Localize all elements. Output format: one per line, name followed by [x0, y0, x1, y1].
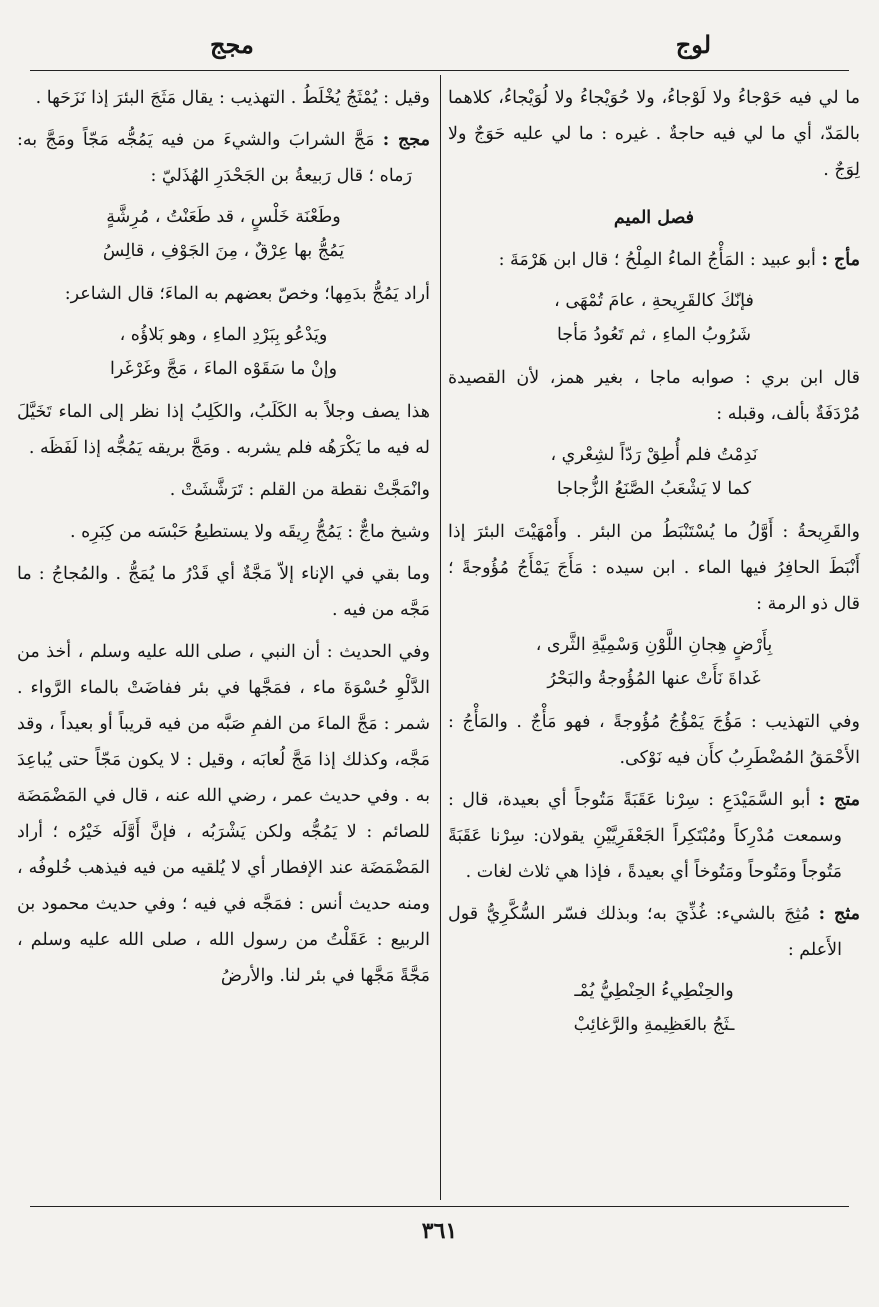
verse-block — [448, 284, 860, 352]
verse-block — [17, 318, 430, 386]
verse-line: ـثَجُ بالعَظِيمةِ والرَّغائِبْ — [573, 1015, 735, 1035]
paragraph: وفي التهذيب : مَؤُجَ يَمْؤُجُ مُؤُوجةً ، فهو مَأْجٌ . والمَأْجُ : الأَحْمَقُ المُضْطَرِبُ كأَن فيه نَوْكى. — [448, 712, 860, 768]
verse-line: وإنْ ما سَقَوْه الماءَ ، مَجَّ وغَرْغَرا — [109, 359, 338, 379]
paragraph: هذا يصف وجلاً به الكَلَبُ، والكَلِبُ إذا نظر إلى الماء تَخَيَّلَ له فيه ما يَكْرَهُه فلم يشربه . ومَجَّ بريقه يَمُجُّه إذا لَفَظَه . — [17, 402, 430, 458]
verse-block — [448, 438, 860, 506]
right-column — [448, 80, 860, 1050]
right-running-headword: لوج — [675, 30, 711, 59]
verse-line: شَرُوبُ الماءِ ، ثم تَعُودُ مَأجا — [556, 325, 752, 345]
entry-mjj — [17, 122, 430, 194]
verse-block — [448, 974, 860, 1042]
paragraph: قال ابن بري : صوابه ماجا ، بغير همز، لأن القصيدة مُرْدَفَةٌ بألف، وقبله : — [448, 368, 860, 424]
verse-line: فإنّكَ كالقَرِيحةِ ، عامَ تُمْهَى ، — [554, 291, 754, 311]
verse-block — [17, 200, 430, 268]
column-divider — [440, 75, 441, 1200]
verse-line: غَداةَ نَأَتْ عنها المُؤُوجةُ والبَحْرُ — [547, 669, 761, 689]
verse-block — [448, 628, 860, 696]
continued-paragraph: وقيل : يُمْثَجُ يُخْلَطُ . التهذيب : يقال مَثَجَ البئرَ إذا نَزَحَها . — [35, 88, 430, 108]
paragraph: وفي الحديث : أن النبي ، صلى الله عليه وسلم ، أخذ من الدَّلْوِ حُسْوَةَ ماء ، فمَجَّها في بئر ففاضَتْ بالماء الرَّواء . شمر : مَجَّ الماءَ من الفمِ صَبَّه من فيه قريباً أو بعيداً ، وقد مَجَّه، وكذلك إذا مَجَّ لُعابَه ، وقيل : لا يكون مَجّاً حتى يُباعِدَ به . وفي حديث عمر ، رضي الله عنه ، قال في المَضْمَضَة للصائم : لا يَمُجُّه ولكن يَشْرَبُه ، فإنَّ أَوَّلَه خَيْرُه ؛ أراد المَضْمَضَة عند الإفطار أي لا يُلقيه من فيه فيذهب خُلوفُه ، ومنه حديث أنس : فمَجَّه في فيه ؛ وفي حديث محمود بن الربيع : عَقَلْتُ من رسول الله ، صلى الله عليه وسلم ، مَجَّةً مَجَّها في بئر لنا. والأرضُ — [17, 642, 430, 986]
verse-line: نَدِمْتُ فلم أُطِقْ رَدّاً لشِعْري ، — [550, 445, 758, 465]
left-running-headword: مجج — [210, 30, 254, 59]
entry-text: مَجَّ الشرابَ والشيءَ من فيه يَمُجُّه مَجّاً ومَجَّ به: رَماه ؛ قال رَبيعةُ بن الجَحْدَرِ الهُذَليّ : — [17, 130, 412, 186]
page-number: ٣٦١ — [421, 1218, 458, 1244]
paragraph: وما بقي في الإناء إلاّ مَجَّةٌ أي قَدْرُ ما يُمَجُّ . والمُجاجُ : ما مَجَّه من فيه . — [17, 564, 430, 620]
verse-line: وطَعْنَة خَلْسٍ ، قد طَعَنْتُ ، مُرِشَّةٍ — [106, 207, 341, 227]
verse-line: بِأَرْضٍ هِجانِ اللَّوْنِ وَسْمِيَّةِ الثَّرى ، — [535, 635, 773, 655]
verse-line: والحِنْطِيءُ الحِنْطِيُّ يُمْـ — [574, 981, 734, 1001]
paragraph: أراد يَمُجُّ بدَمِها؛ وخصّ بعضهم به الماءَ؛ قال الشاعر: — [64, 284, 430, 304]
entry-headword: متج : — [818, 790, 860, 810]
verse-line: يَمُجُّ بها عِرْقٌ ، مِنَ الجَوْفِ ، قالِسُ — [102, 241, 345, 261]
entry-headword: مأج : — [821, 250, 860, 270]
paragraph: وشيخ ماجٌّ : يَمُجُّ رِيقَه ولا يستطيعُ حَبْسَه من كِبَرِه . — [70, 522, 430, 542]
verse-line: كما لا يَشْعَبُ الصَّنَعُ الزُّجاجا — [556, 479, 752, 499]
left-column — [17, 80, 430, 1000]
entry-text: أبو السَّمَيْدَعِ : سِرْنا عَقَبَةً مَتُوجاً أي بعيدة، قال : وسمعت مُدْرِكاً ومُبْتَكِراً الجَعْفَرِيَّيْنِ يقولان: سِرْنا عَقَبَةً مَتُوجاً ومَتُوحاً ومَتُوخاً أي بعيدةً ، فإذا هي ثلاث لغات . — [448, 790, 842, 882]
entry-text: أبو عبيد : المَأْجُ الماءُ المِلْحُ ؛ قال ابن هَرْمَةَ : — [498, 250, 816, 270]
entry-maj — [448, 242, 860, 278]
entry-text: مُثِجَ بالشيء: غُذِّيَ به؛ وبذلك فسّر السُّكَّرِيُّ قول الأَعلم : — [448, 904, 842, 960]
entry-headword: مثج : — [818, 904, 860, 924]
section-title: فصل الميم — [613, 208, 695, 228]
bottom-rule — [30, 1206, 849, 1207]
paragraph: والقَرِيحةُ : أَوَّلُ ما يُسْتَنْبَطُ من البئر . وأَمْهَيْتَ البئرَ إذا أَنْبَطَ الحافِرُ فيها الماء . ابن سيده : مَأَجَ يَمْأَجُ مُؤُوجةً ؛ قال ذو الرمة : — [448, 522, 860, 614]
entry-headword: مجج : — [382, 130, 430, 150]
entry-mtj — [448, 782, 860, 890]
continued-paragraph: ما لي فيه حَوْجاءُ ولا لَوْجاءُ، ولا حُوَيْجاءُ ولا لُوَيْجاءُ، كلاهما بالمَدّ، أي ما لي فيه حاجةٌ . غيره : ما لي عليه حَوَجٌ ولا لِوَجٌ . — [448, 88, 860, 180]
paragraph: وانْمَجَّتْ نقطة من القلم : تَرَشَّشَتْ . — [169, 480, 430, 500]
verse-line: ويَدْعُو بِبَرْدِ الماءِ ، وهو بَلاؤُه ، — [119, 325, 328, 345]
top-rule — [30, 70, 849, 71]
entry-mthj — [448, 896, 860, 968]
